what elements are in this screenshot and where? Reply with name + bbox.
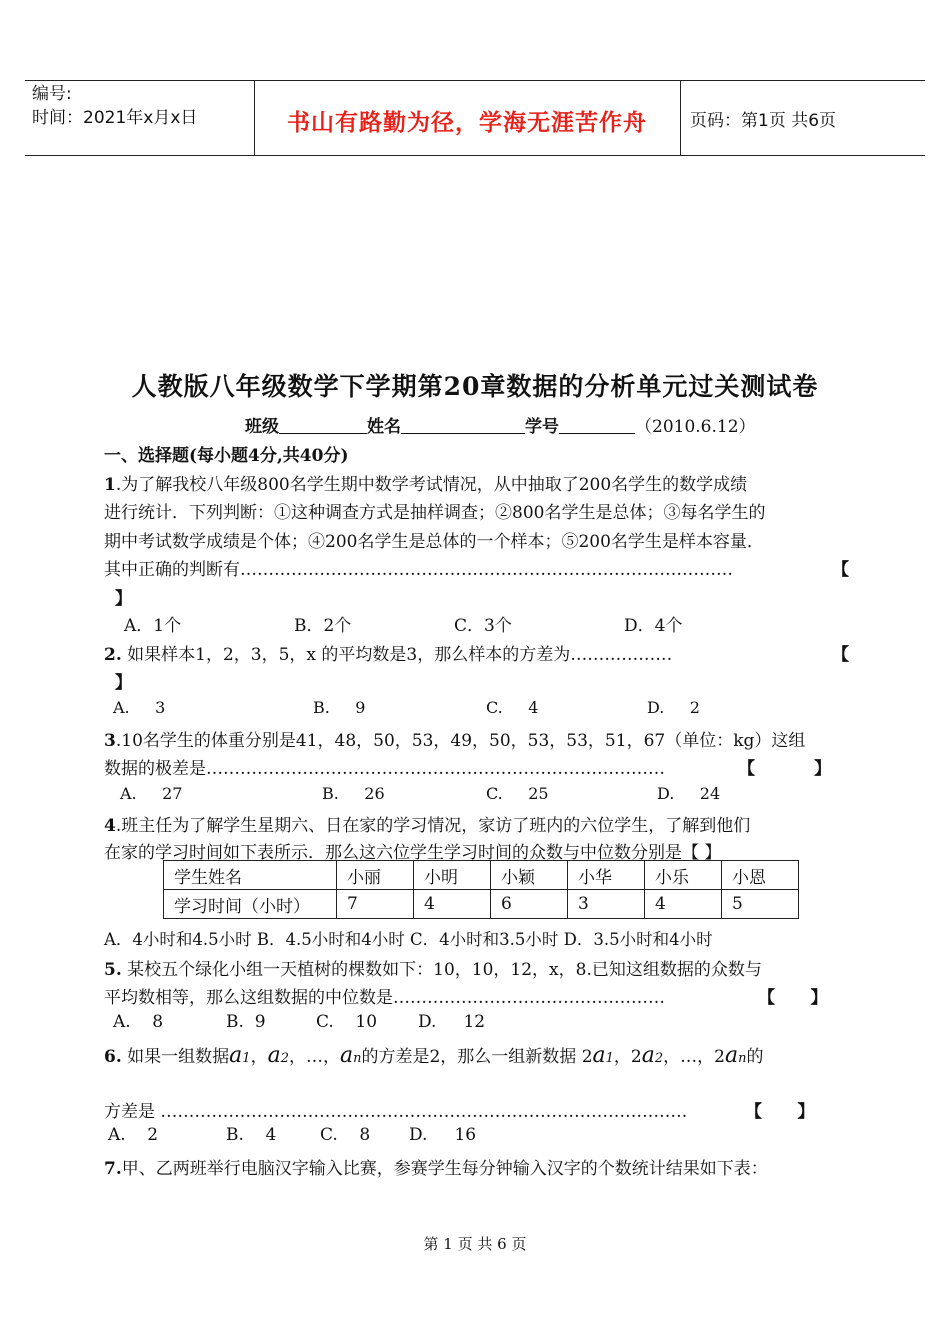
class-label: 班级 [245,417,279,437]
test-date: （2010.6.12） [635,417,756,437]
q1-line1: 1.为了解我校八年级800名学生期中数学考试情况，从中抽取了200名学生的数学成绩 [104,475,748,495]
q4-number: 4 [104,816,116,836]
header-motto: 书山有路勤为径，学海无涯苦作舟 [287,109,647,136]
q6-var-a1: a [229,1043,243,1068]
q5-option-a: A. 8 [113,1012,164,1032]
page-title: 人教版八年级数学下学期第20章数据的分析单元过关测试卷 [131,372,819,401]
q2-option-b: B. 9 [313,698,366,717]
q1-option-d: D．4个 [624,616,683,636]
q3-option-a: A. 27 [120,784,183,803]
header-page-label: 页码：第1页 共6页 [690,111,837,131]
table-cell: 6 [491,890,568,919]
table-cell: 学生姓名 [164,861,337,890]
name-label: 姓名 [367,417,401,437]
q2-number: 2. [104,645,122,665]
table-cell: 3 [568,890,645,919]
header-divider-right [680,80,681,155]
q4-line2: 在家的学习时间如下表所示．那么这六位学生学习时间的众数与中位数分别是【 】 [104,843,722,863]
q5-option-d: D. 12 [418,1012,486,1032]
q6-var-2a1: a [592,1043,606,1068]
header-meta [32,82,197,130]
q5-bracket: 【 】 [758,988,828,1008]
q3-bracket: 【 】 [738,759,832,779]
q2-option-d: D. 2 [647,698,700,717]
q1-number: 1 [104,475,116,495]
q5-line1: 5. 某校五个绿化小组一天植树的棵数如下：10，10，12，x，8.已知这组数据的众数与 [104,960,762,980]
table-cell: 5 [722,890,799,919]
q6-var-2a2: a [641,1043,655,1068]
q6-option-b: B. 4 [226,1125,277,1145]
table-cell: 学习时间（小时） [164,890,337,919]
q6-line1: 6. 如果一组数据a1，a2，…，an的方差是2，那么一组新数据 2a1，2a2，…，2an的 [104,1043,764,1068]
page-footer: 第 1 页 共 6 页 [423,1235,527,1253]
q5-number: 5. [104,960,122,980]
q6-var-an: a [339,1043,354,1068]
table-row [164,890,799,919]
id-label: 学号 [525,417,559,437]
q3-option-b: B. 26 [322,784,385,803]
q5-option-b: B. 9 [226,1012,266,1032]
q7-line1: 7.甲、乙两班举行电脑汉字输入比赛，参赛学生每分钟输入汉字的个数统计结果如下表： [104,1159,768,1179]
table-cell: 小颖 [491,861,568,890]
q2-option-c: C. 4 [486,698,539,717]
table-cell: 小恩 [722,861,799,890]
q1-option-a: A．1个 [124,616,182,636]
q2-line1: 2. 如果样本1，2，3，5，x 的平均数是3，那么样本的方差为……………… [104,645,673,665]
study-time-table [163,860,799,919]
section-heading: 一、选择题(每小题4分,共40分) [104,446,349,466]
q6-var-a2: a [267,1043,281,1068]
table-row [164,861,799,890]
q6-option-c: C. 8 [320,1125,371,1145]
q1-option-b: B．2个 [294,616,352,636]
q3-option-c: C. 25 [486,784,549,803]
q3-line1: 3.10名学生的体重分别是41，48，50，53，49，50，53，53，51，67（单位：kg）这组 [104,731,806,751]
table-cell: 小华 [568,861,645,890]
q1-option-c: C．3个 [454,616,512,636]
q1-line2: 进行统计．下列判断：①这种调查方式是抽样调查；②800名学生是总体；③每名学生的 [104,503,766,523]
q1-line4: 其中正确的判断有…………………………………………………………………………… [104,560,733,580]
table-cell: 小明 [414,861,491,890]
table-cell: 小乐 [645,861,722,890]
q3-number: 3 [104,731,116,751]
time-label: 时间：2021年x月x日 [32,108,198,128]
number-label: 编号: [32,84,72,104]
q4-line1: 4.班主任为了解学生星期六、日在家的学习情况，家访了班内的六位学生，了解到他们 [104,816,751,836]
q6-line2: 方差是 ………………………………………………………………………………… [104,1102,688,1122]
id-blank [559,417,635,434]
table-cell: 7 [337,890,414,919]
q3-option-d: D. 24 [657,784,721,803]
class-blank [279,417,367,434]
q1-line3: 期中考试数学成绩是个体；④200名学生是总体的一个样本；⑤200名学生是样本容量． [104,532,764,552]
header-top-rule [25,80,925,81]
q1-bracket-close: 】 [115,589,132,609]
q2-bracket-close: 】 [115,673,132,693]
q2-option-a: A. 3 [113,698,166,717]
q1-bracket-open: 【 [832,560,849,580]
q6-option-a: A. 2 [108,1125,159,1145]
header-bottom-rule [25,155,925,156]
q4-options: A．4小时和4.5小时 B．4.5小时和4小时 C．4小时和3.5小时 D．3.5小时和4小时 [104,930,713,949]
q6-number: 6. [104,1047,122,1067]
name-blank [401,417,525,434]
student-info [245,412,756,437]
q6-var-2an: a [724,1043,739,1068]
q3-line2: 数据的极差是……………………………………………………………………… [104,759,665,779]
q6-bracket: 【 】 [745,1102,815,1122]
q2-bracket-open: 【 [832,645,849,665]
table-cell: 4 [645,890,722,919]
table-cell: 小丽 [337,861,414,890]
q5-line2: 平均数相等，那么这组数据的中位数是………………………………………… [104,988,665,1008]
table-cell: 4 [414,890,491,919]
q5-option-c: C. 10 [316,1012,378,1032]
q7-number: 7. [104,1159,122,1179]
q6-option-d: D. 16 [409,1125,477,1145]
